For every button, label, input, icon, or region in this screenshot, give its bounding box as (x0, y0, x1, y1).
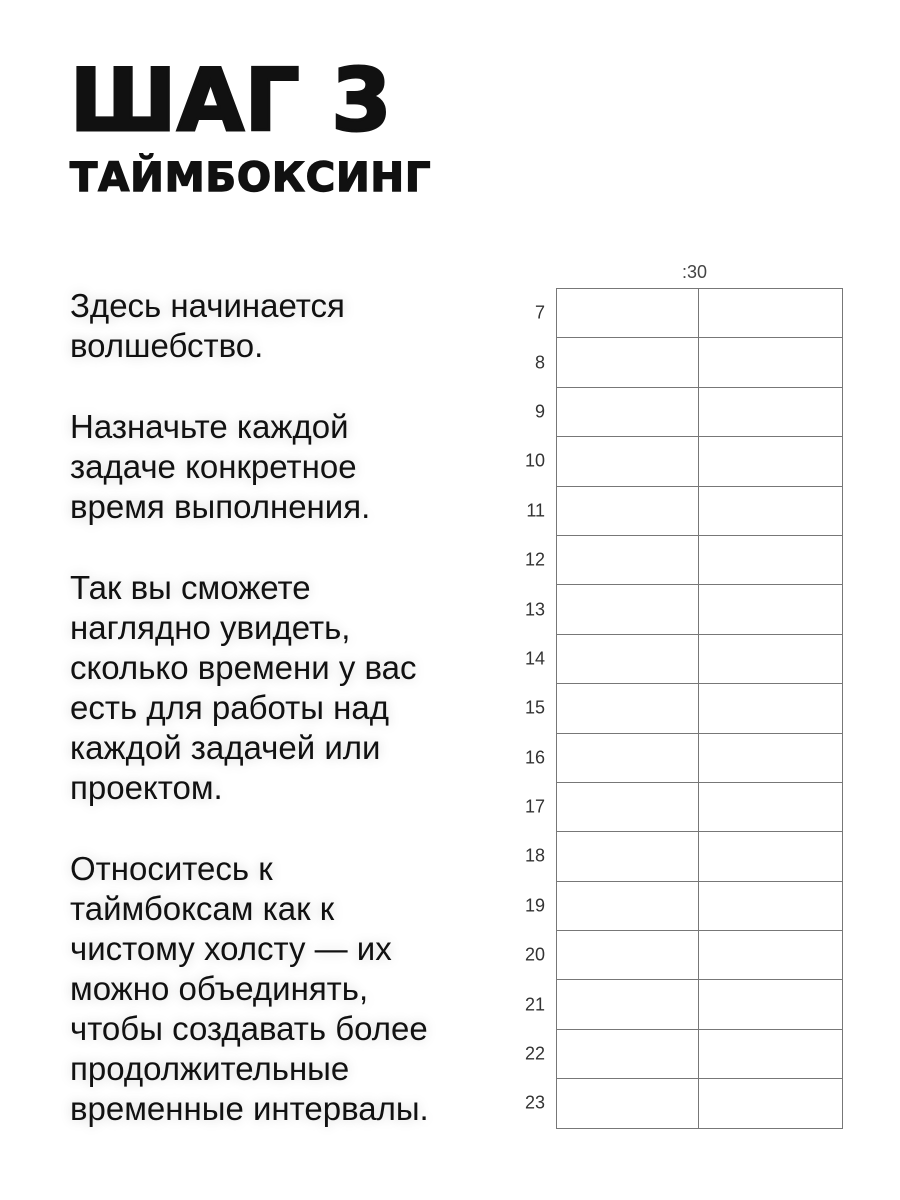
half-hour-divider (698, 734, 699, 782)
hour-row[interactable] (524, 931, 842, 980)
half-hour-divider (698, 931, 699, 979)
hour-row[interactable] (524, 734, 842, 783)
hour-row[interactable] (524, 1030, 842, 1079)
hour-label: 7 (534, 302, 545, 323)
hour-label: 15 (524, 697, 545, 718)
paragraph-intro: Здесь начинается волшебство. (70, 287, 345, 364)
half-hour-divider (698, 437, 699, 485)
instructions (70, 286, 490, 1170)
hour-label: 21 (524, 994, 545, 1015)
hour-label: 11 (526, 500, 545, 521)
hour-row[interactable] (524, 635, 842, 684)
hour-label: 23 (524, 1092, 545, 1113)
hour-label: 13 (524, 599, 545, 620)
half-hour-divider (698, 635, 699, 683)
hour-label: 18 (524, 845, 545, 866)
hour-row[interactable] (534, 289, 842, 338)
page-title: ШАГ 3 (70, 51, 393, 151)
half-hour-divider (698, 1079, 699, 1127)
timebox-schedule (510, 258, 850, 1138)
hour-row[interactable] (524, 980, 842, 1029)
hour-label: 12 (524, 549, 545, 570)
hour-label: 8 (534, 352, 545, 373)
hour-label: 14 (524, 648, 545, 669)
half-hour-divider (698, 388, 699, 436)
hour-row[interactable] (524, 882, 842, 931)
half-hour-divider (698, 487, 699, 535)
half-hour-divider (698, 585, 699, 633)
hour-row[interactable] (524, 1079, 842, 1128)
hour-row[interactable] (524, 536, 842, 585)
paragraph-canvas: Относитесь к таймбоксам как к чистому холсту — их можно объединять, чтобы создавать более продолжительные временные интервалы. (70, 850, 429, 1127)
paragraph-overview: Так вы сможете наглядно увидеть, сколько времени у вас есть для работы над каждой задачей или проектом. (70, 569, 417, 806)
half-hour-divider (698, 684, 699, 732)
page-subtitle: ТАЙМБОКСИНГ (70, 155, 432, 201)
hour-row[interactable] (534, 338, 842, 387)
paragraph-assign: Назначьте каждой задаче конкретное время выполнения. (70, 408, 371, 525)
hour-row[interactable] (534, 388, 842, 437)
half-hour-divider (698, 783, 699, 831)
hour-row[interactable] (524, 684, 842, 733)
hour-label: 9 (534, 401, 545, 422)
half-hour-divider (698, 338, 699, 386)
half-hour-divider (698, 980, 699, 1028)
hour-label: 19 (524, 895, 545, 916)
timebox-grid (524, 288, 843, 1129)
half-hour-divider (698, 832, 699, 880)
hour-row[interactable] (524, 783, 842, 832)
hour-row[interactable] (524, 437, 842, 486)
hour-label: 22 (524, 1043, 545, 1064)
half-hour-divider (698, 289, 699, 337)
hour-label: 20 (524, 944, 545, 965)
hour-label: 10 (524, 450, 545, 471)
hour-row[interactable] (524, 832, 842, 881)
hour-label: 16 (524, 747, 545, 768)
hour-row[interactable] (524, 585, 842, 634)
half-hour-divider (698, 1030, 699, 1078)
half-hour-divider (698, 882, 699, 930)
half-hour-divider (698, 536, 699, 584)
half-hour-column-label: :30 (682, 262, 708, 282)
hour-row[interactable] (526, 487, 842, 536)
hour-label: 17 (524, 796, 545, 817)
